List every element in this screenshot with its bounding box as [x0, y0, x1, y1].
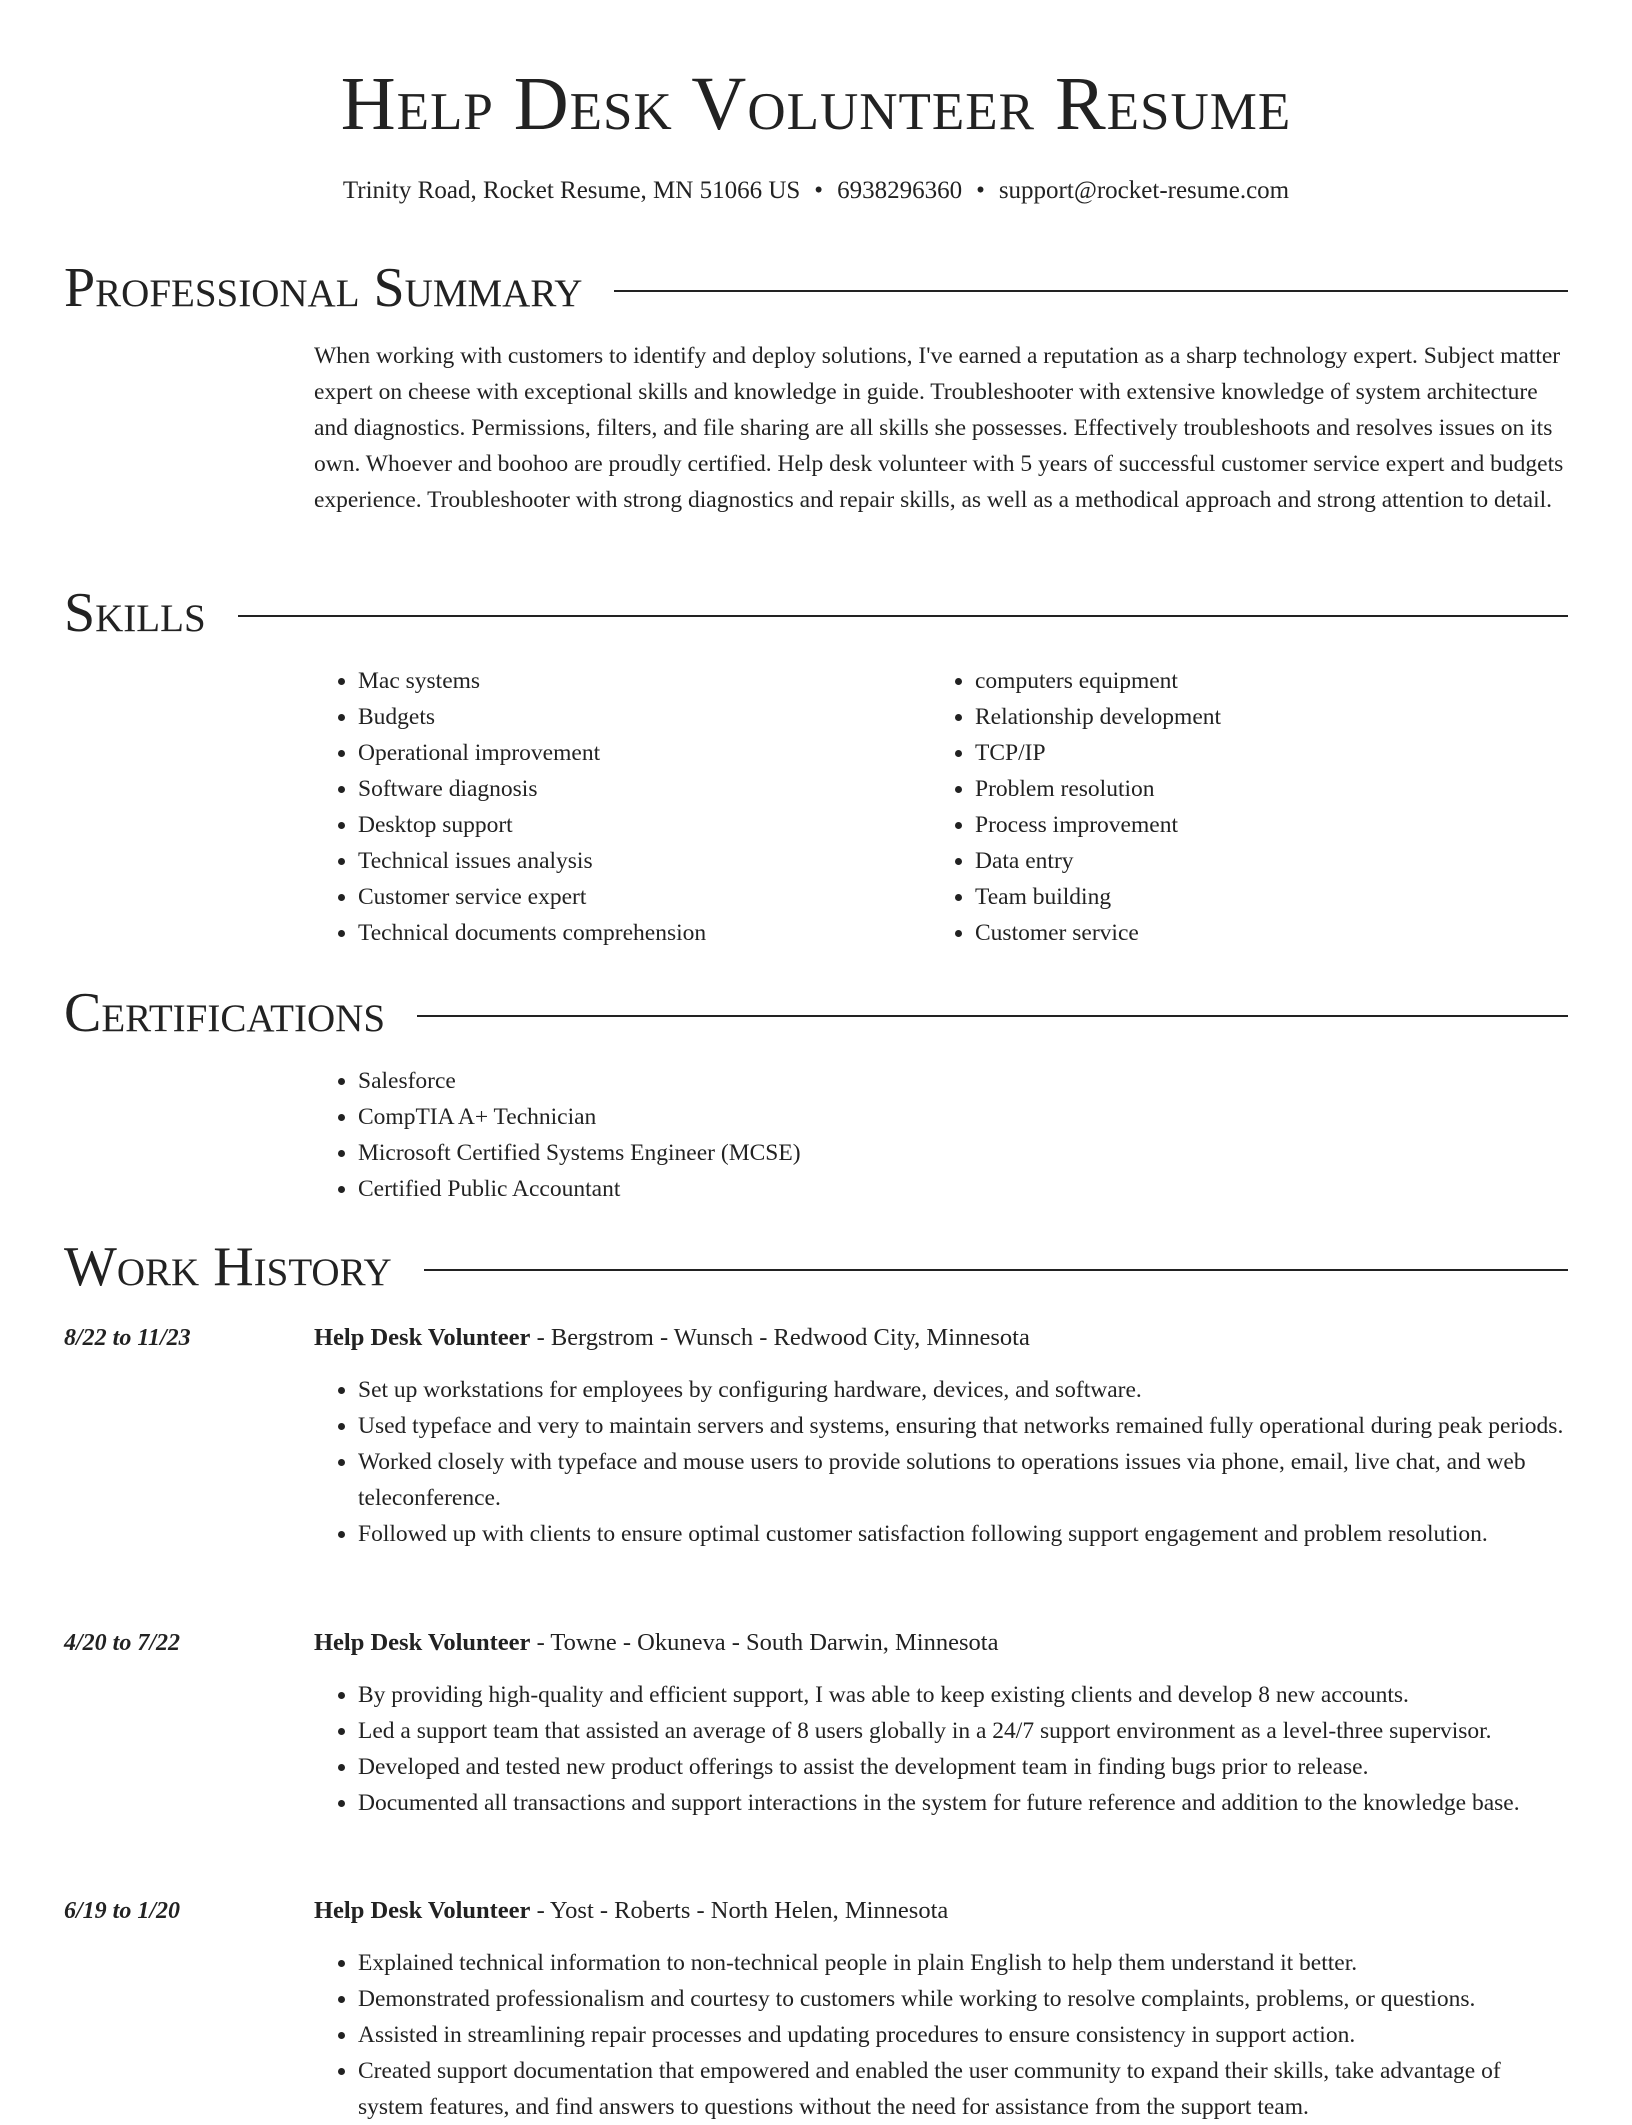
list-item: • Customer service expert: [358, 879, 931, 915]
section-divider: [238, 615, 1568, 617]
list-item: • Team building: [975, 879, 1548, 915]
contact-email: support@rocket-resume.com: [998, 177, 1290, 204]
list-item: • Salesforce: [358, 1063, 1568, 1099]
list-item: • computers equipment: [975, 663, 1548, 699]
list-item: • CompTIA A+ Technician: [358, 1099, 1568, 1135]
summary-heading: Professional Summary: [64, 257, 583, 319]
summary-text: When working with customers to identify and deploy solutions, I've earned a reputation as a sharp technology expert. Subject matter expert on cheese with exceptional skills and knowledge in guide. Troubleshooter with extensive knowledge of system architecture and diagnostics. Permissions, filters, and file sharing are all skills she possesses. Effectively troubleshoots and resolves issues on its own. Whoever and boohoo are proudly certified. Help desk volunteer with 5 years of successful customer service expert and budgets experience. Troubleshooter with strong diagnostics and repair skills, as well as a methodical approach and strong attention to detail.: [314, 343, 1564, 513]
contact-separator: •: [814, 177, 824, 204]
list-item: • Explained technical information to non-technical people in plain English to help them understand it better.: [358, 1945, 1568, 1981]
list-item: • Relationship development: [975, 699, 1548, 735]
list-item: • By providing high-quality and efficient support, I was able to keep existing clients and develop 8 new accounts.: [358, 1677, 1568, 1713]
job-title: Help Desk Volunteer: [314, 1629, 531, 1656]
job-title: Help Desk Volunteer: [314, 1897, 531, 1924]
list-item: • Set up workstations for employees by configuring hardware, devices, and software.: [358, 1372, 1568, 1408]
job-company-location: - Bergstrom - Wunsch - Redwood City, Minnesota: [530, 1324, 1030, 1351]
job-dates: 8/22 to 11/23: [64, 1325, 191, 1351]
contact-line: [0, 174, 1632, 208]
skills-section-header: [64, 581, 1568, 645]
job-heading: [314, 1320, 1568, 1356]
contact-phone: 6938296360: [837, 177, 963, 204]
certifications-content: [314, 1063, 1568, 1207]
job-heading: [314, 1625, 1568, 1661]
list-item: • Used typeface and very to maintain servers and systems, ensuring that networks remained fully operational during peak periods.: [358, 1408, 1568, 1444]
contact-separator: •: [976, 177, 985, 204]
list-item: • Software diagnosis: [358, 771, 931, 807]
certifications-heading: Certifications: [64, 982, 386, 1044]
job-heading: [314, 1893, 1568, 1929]
contact-address: Trinity Road, Rocket Resume, MN 51066 US: [342, 177, 801, 204]
skills-list-left: [314, 663, 931, 951]
section-divider: [614, 290, 1568, 292]
work-section-header: [64, 1235, 1568, 1299]
list-item: • Assisted in streamlining repair processes and updating procedures to ensure consistency in support action.: [358, 2017, 1568, 2053]
list-item: • TCP/IP: [975, 735, 1548, 771]
list-item: • Operational improvement: [358, 735, 931, 771]
resume-title: Help Desk Volunteer Resume: [340, 62, 1292, 146]
list-item: • Data entry: [975, 843, 1548, 879]
skills-column-left: [314, 663, 931, 951]
list-item: • Demonstrated professionalism and courtesy to customers while working to resolve complaints, problems, or questions.: [358, 1981, 1568, 2017]
list-item: • Customer service: [975, 915, 1548, 951]
job-title: Help Desk Volunteer: [314, 1324, 531, 1351]
job-bullets: [314, 1677, 1568, 1821]
skills-content: [314, 663, 1568, 951]
list-item: • Worked closely with typeface and mouse users to provide solutions to operations issues via phone, email, live chat, and web teleconference.: [358, 1444, 1568, 1516]
list-item: • Technical documents comprehension: [358, 915, 931, 951]
certifications-section-header: [64, 981, 1568, 1045]
list-item: • Developed and tested new product offerings to assist the development team in finding bugs prior to release.: [358, 1749, 1568, 1785]
list-item: • Problem resolution: [975, 771, 1548, 807]
skills-grid: [314, 663, 1568, 951]
job-bullets: [314, 1945, 1568, 2125]
job-entry: [314, 1625, 1568, 1821]
list-item: • Process improvement: [975, 807, 1548, 843]
list-item: • Followed up with clients to ensure optimal customer satisfaction following support engagement and problem resolution.: [358, 1516, 1568, 1552]
skills-heading: Skills: [64, 582, 206, 644]
list-item: • Budgets: [358, 699, 931, 735]
section-divider: [417, 1015, 1568, 1017]
list-item: • Created support documentation that empowered and enabled the user community to expand their skills, take advantage of system features, and find answers to questions without the need for assistance from the support team.: [358, 2053, 1568, 2125]
list-item: • Mac systems: [358, 663, 931, 699]
skills-column-right: [931, 663, 1548, 951]
work-heading: Work History: [64, 1236, 392, 1298]
list-item: • Documented all transactions and support interactions in the system for future reference and addition to the knowledge base.: [358, 1785, 1568, 1821]
summary-content: [314, 338, 1568, 518]
job-company-location: - Towne - Okuneva - South Darwin, Minnesota: [530, 1629, 999, 1656]
job-company-location: - Yost - Roberts - North Helen, Minnesota: [530, 1897, 949, 1924]
skills-list-right: [931, 663, 1548, 951]
list-item: • Certified Public Accountant: [358, 1171, 1568, 1207]
summary-section-header: [64, 256, 1568, 320]
list-item: • Led a support team that assisted an average of 8 users globally in a 24/7 support environment as a level-three supervisor.: [358, 1713, 1568, 1749]
section-divider: [424, 1269, 1568, 1271]
job-bullets: [314, 1372, 1568, 1552]
certifications-list: [314, 1063, 1568, 1207]
job-entry: [314, 1320, 1568, 1552]
list-item: • Technical issues analysis: [358, 843, 931, 879]
job-entry: [314, 1893, 1568, 2125]
list-item: • Microsoft Certified Systems Engineer (MCSE): [358, 1135, 1568, 1171]
job-dates: 4/20 to 7/22: [64, 1630, 181, 1656]
job-dates: 6/19 to 1/20: [64, 1898, 181, 1924]
list-item: • Desktop support: [358, 807, 931, 843]
